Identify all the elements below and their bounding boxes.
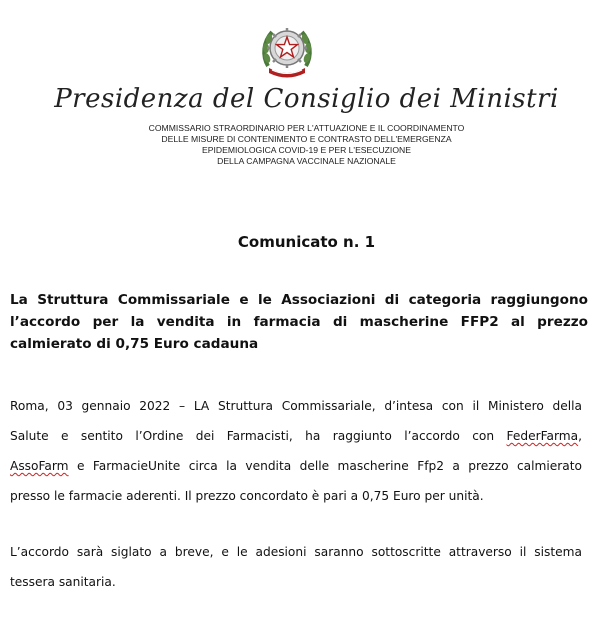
text-segment: Salute e sentito l’Ordine dei Farmacisti, ha raggiunto l’accordo con	[10, 429, 507, 443]
paragraph-line: L’accordo sarà siglato a breve, e le adesioni saranno sottoscritte attraverso il sistema	[10, 545, 582, 559]
office-line: COMMISSARIO STRAORDINARIO PER L'ATTUAZIONE E IL COORDINAMENTO	[148, 123, 465, 133]
office-line: DELLA CAMPAGNA VACCINALE NAZIONALE	[217, 156, 396, 166]
paragraph-2	[10, 537, 582, 597]
text-segment: e FarmacieUnite circa la vendita delle mascherine Ffp2 a prezzo calmierato	[68, 459, 582, 473]
office-description	[0, 123, 613, 167]
office-line: DELLE MISURE DI CONTENIMENTO E CONTRASTO DELL'EMERGENZA	[161, 134, 452, 144]
italian-republic-emblem-icon	[260, 22, 314, 80]
spellcheck-flagged-word: FederFarma	[506, 429, 579, 443]
spellcheck-flagged-word: AssoFarm	[10, 459, 69, 473]
communique-headline	[10, 289, 588, 355]
paragraph-1	[10, 391, 582, 511]
communique-title: Comunicato n. 1	[237, 233, 376, 251]
headline-line: La Struttura Commissariale e le Associazioni di categoria raggiungono	[10, 292, 588, 308]
paragraph-line	[10, 421, 582, 451]
institution-title: Presidenza del Consiglio dei Ministri	[54, 84, 559, 114]
headline-line: l’accordo per la vendita in farmacia di mascherine FFP2 al prezzo	[10, 314, 588, 330]
text-segment: ,	[578, 429, 582, 443]
paragraph-line	[10, 451, 582, 481]
paragraph-line: Roma, 03 gennaio 2022 – LA Struttura Commissariale, d’intesa con il Ministero della	[10, 399, 582, 413]
headline-line: calmierato di 0,75 Euro cadauna	[10, 336, 259, 352]
paragraph-line: presso le farmacie aderenti. Il prezzo concordato è pari a 0,75 Euro per unità.	[10, 489, 484, 503]
office-line: EPIDEMIOLOGICA COVID-19 E PER L'ESECUZIONE	[202, 145, 411, 155]
paragraph-line: tessera sanitaria.	[10, 575, 116, 589]
